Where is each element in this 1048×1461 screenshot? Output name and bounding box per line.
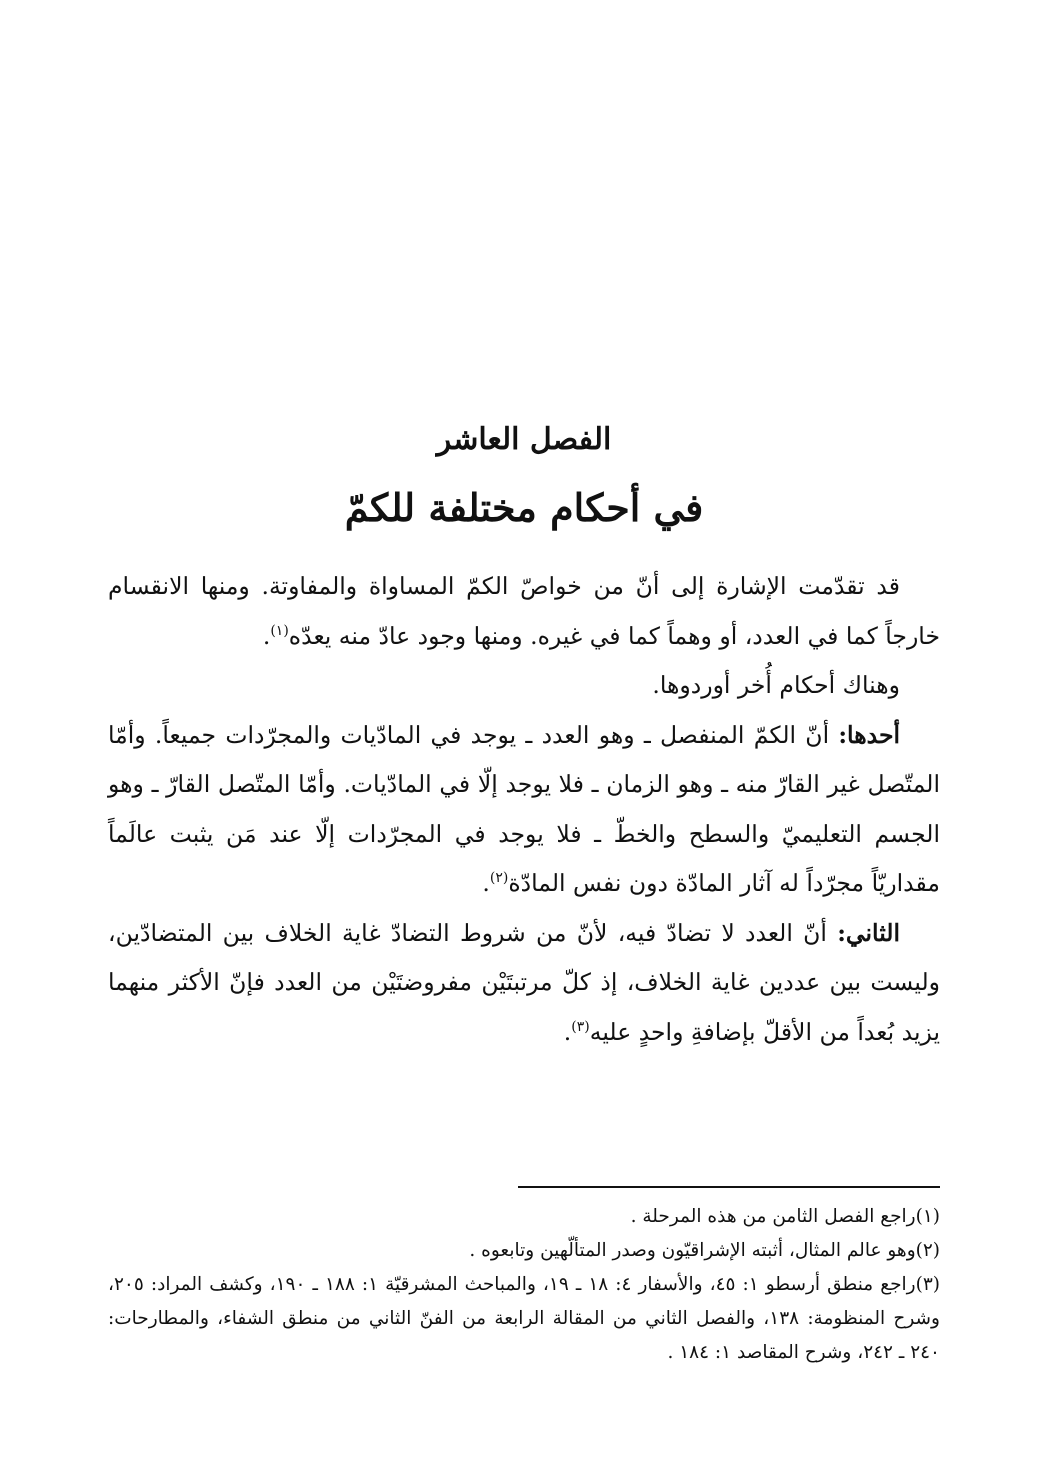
paragraph xyxy=(108,661,940,711)
paragraph-end: . xyxy=(482,869,490,897)
footnote-divider xyxy=(518,1186,940,1188)
paragraph-text: أنّ الكمّ المنفصل ـ وهو العدد ـ يوجد في المادّيات والمجرّدات جميعاً. وأمّا المتّصل غير القارّ منه ـ وهو الزمان ـ فلا يوجد إلّا في المادّيات. وأمّا المتّصل القارّ ـ وهو الجسم التعليميّ والسطح والخطّ ـ فلا يوجد في المجرّدات إلّا عند مَن يثبت عالَماً مقداريّاً مجرّداً له آثار المادّة دون نفس المادّة xyxy=(108,720,940,897)
chapter-number: الفصل العاشر xyxy=(436,422,612,457)
footnote-ref: (٣) xyxy=(571,1018,590,1035)
paragraph-end: . xyxy=(563,1017,572,1046)
footnote-ref: (٢) xyxy=(489,870,509,887)
footnotes xyxy=(108,1200,940,1370)
body-text xyxy=(108,562,940,1057)
paragraph-lead: أحدها: xyxy=(838,720,900,749)
paragraph xyxy=(108,909,940,1058)
paragraph xyxy=(108,562,940,661)
footnote-ref: (١) xyxy=(270,622,289,639)
paragraph-text: وهناك أحكام أُخر أوردوها. xyxy=(652,671,900,699)
paragraph-text: قد تقدّمت الإشارة إلى أنّ من خواصّ الكمّ المساواة والمفاوتة. ومنها الانقسام خارجاً كما في العدد، أو وهماً كما في غيره. ومنها وجود عادّ منه يعدّه xyxy=(108,572,940,650)
paragraph-lead: الثاني: xyxy=(837,918,900,947)
footnote: (٢)وهو عالم المثال، أثبته الإشراقيّون وصدر المتألّهين وتابعوه . xyxy=(469,1240,940,1261)
chapter-title: في أحكام مختلفة للكمّ xyxy=(344,485,704,530)
footnote: (١)راجع الفصل الثامن من هذه المرحلة . xyxy=(630,1206,940,1227)
footnote: (٣)راجع منطق أرسطو ١: ٤٥، والأسفار ٤: ١٨ ـ ١٩، والمباحث المشرقيّة ١: ١٨٨ ـ ١٩٠، وكشف المراد: ٢٠٥، وشرح المنظومة: ١٣٨، والفصل الثاني من المقالة الرابعة من الفنّ الثاني من منطق الشفاء، والمطارحات: ٢٤٠ ـ ٢٤٢، وشرح المقاصد ١: ١٨٤ . xyxy=(108,1274,940,1363)
paragraph-end: . xyxy=(262,621,271,650)
paragraph xyxy=(108,711,940,909)
paragraph-text: أنّ العدد لا تضادّ فيه، لأنّ من شروط التضادّ غاية الخلاف بين المتضادّين، وليست بين عددين غاية الخلاف، إذ كلّ مرتبتَيْن مفروضتَيْن من العدد فإنّ الأكثر منهما يزيد بُعداً من الأقلّ بإضافةِ واحدٍ عليه xyxy=(108,918,940,1046)
